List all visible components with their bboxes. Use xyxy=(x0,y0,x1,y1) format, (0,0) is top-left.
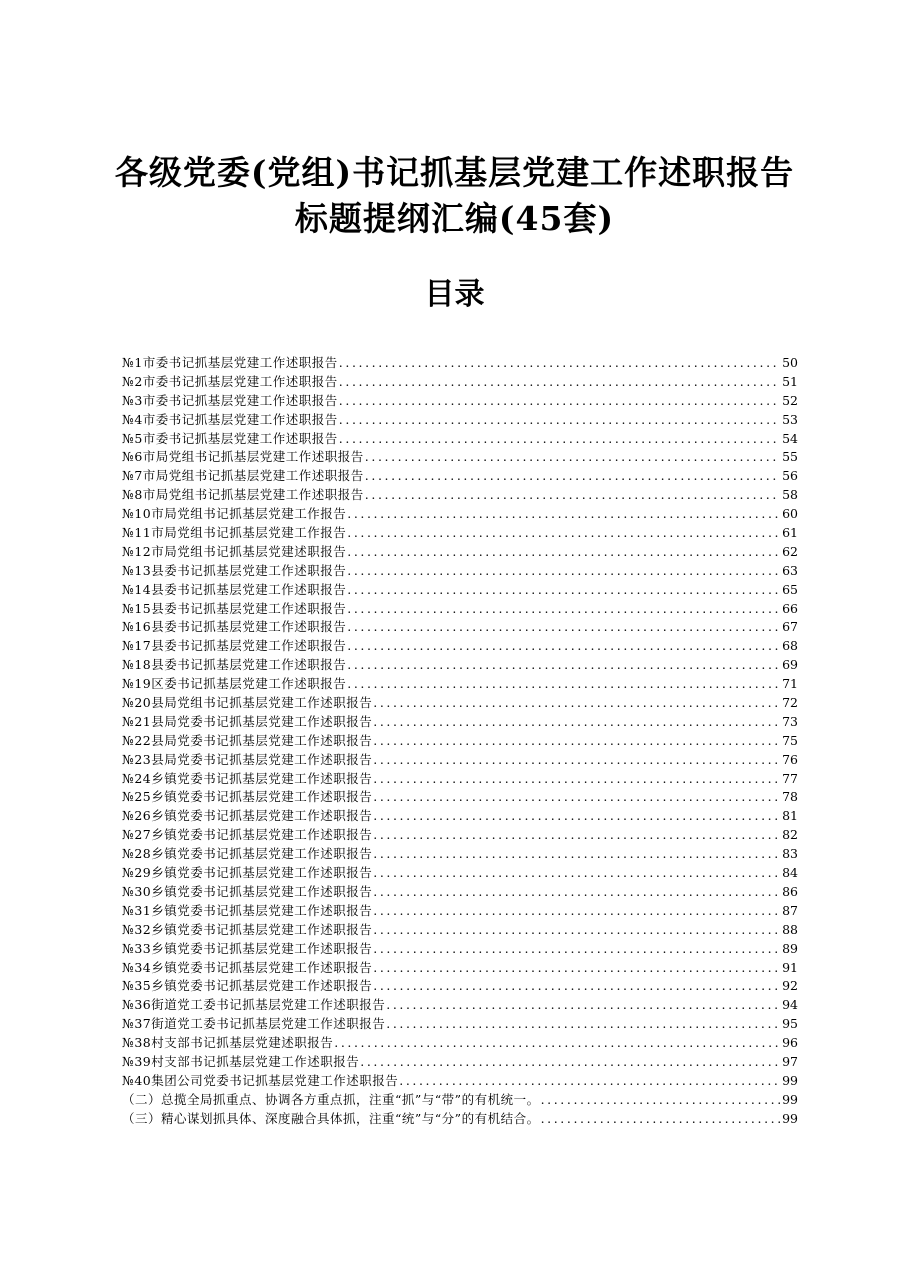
document-title-line-1: 各级党委(党组)书记抓基层党建工作述职报告 xyxy=(114,153,795,192)
toc-entry-page-number: 78 xyxy=(782,789,798,805)
toc-entry[interactable] xyxy=(122,618,798,637)
toc-entry-page-number: 54 xyxy=(782,430,798,446)
toc-leader-dots xyxy=(386,1015,780,1034)
toc-entry[interactable] xyxy=(122,713,798,732)
toc-entry-title: №10市局党组书记抓基层党建工作报告 xyxy=(122,506,347,522)
toc-entry-title: №38村支部书记抓基层党建述职报告 xyxy=(122,1035,334,1051)
toc-entry-title: №35乡镇党委书记抓基层党建工作述职报告 xyxy=(122,978,373,994)
toc-leader-dots xyxy=(339,430,780,449)
toc-entry[interactable] xyxy=(122,1015,798,1034)
toc-entry[interactable] xyxy=(122,354,798,373)
toc-leader-dots xyxy=(347,524,780,543)
toc-entry-page-number: 56 xyxy=(782,468,798,484)
toc-entry-title: №16县委书记抓基层党建工作述职报告 xyxy=(122,619,347,635)
toc-entry[interactable] xyxy=(122,996,798,1015)
toc-entry[interactable] xyxy=(122,637,798,656)
toc-entry-title: №13县委书记抓基层党建工作述职报告 xyxy=(122,562,347,578)
toc-leader-dots xyxy=(347,581,780,600)
toc-entry-page-number: 96 xyxy=(782,1035,798,1051)
toc-leader-dots xyxy=(373,694,780,713)
toc-entry-title: №27乡镇党委书记抓基层党建工作述职报告 xyxy=(122,827,373,843)
toc-entry-page-number: 86 xyxy=(782,883,798,899)
toc-entry[interactable] xyxy=(122,770,798,789)
toc-entry-page-number: 58 xyxy=(782,487,798,503)
toc-entry-page-number: 52 xyxy=(782,392,798,408)
toc-entry-title: №3市委书记抓基层党建工作述职报告 xyxy=(122,392,338,408)
toc-entry-page-number: 97 xyxy=(782,1053,798,1069)
toc-entry-title: №2市委书记抓基层党建工作述职报告 xyxy=(122,373,338,389)
toc-entry-page-number: 81 xyxy=(782,808,798,824)
toc-entry-page-number: 66 xyxy=(782,600,798,616)
toc-entry[interactable] xyxy=(122,940,798,959)
toc-entry-page-number: 91 xyxy=(782,959,798,975)
toc-entry-title: №18县委书记抓基层党建工作述职报告 xyxy=(122,657,347,673)
toc-entry-title: №20县局党组书记抓基层党建工作述职报告 xyxy=(122,695,373,711)
toc-leader-dots xyxy=(347,562,780,581)
toc-entry-title: №28乡镇党委书记抓基层党建工作述职报告 xyxy=(122,846,373,862)
toc-entry-title: （三）精心谋划抓具体、深度融合具体抓，注重“统”与“分”的有机结合。 xyxy=(122,1110,540,1126)
toc-leader-dots xyxy=(373,713,780,732)
toc-entry-title: №19区委书记抓基层党建工作述职报告 xyxy=(122,676,347,692)
toc-entry[interactable] xyxy=(122,505,798,524)
toc-leader-dots xyxy=(373,921,780,940)
toc-entry-title: №31乡镇党委书记抓基层党建工作述职报告 xyxy=(122,902,373,918)
toc-leader-dots xyxy=(373,940,780,959)
toc-entry[interactable] xyxy=(122,807,798,826)
toc-leader-dots xyxy=(373,902,780,921)
toc-entry[interactable] xyxy=(122,600,798,619)
toc-entry-page-number: 88 xyxy=(782,921,798,937)
toc-entry-title: №40集团公司党委书记抓基层党建工作述职报告 xyxy=(122,1072,399,1088)
toc-leader-dots xyxy=(373,883,780,902)
toc-entry[interactable] xyxy=(122,788,798,807)
toc-entry-title: №5市委书记抓基层党建工作述职报告 xyxy=(122,430,338,446)
toc-leader-dots xyxy=(399,1072,780,1091)
toc-entry-title: №1市委书记抓基层党建工作述职报告 xyxy=(122,355,338,370)
toc-entry[interactable] xyxy=(122,581,798,600)
toc-entry-page-number: 51 xyxy=(782,373,798,389)
toc-entry-title: №17县委书记抓基层党建工作述职报告 xyxy=(122,638,347,654)
toc-leader-dots xyxy=(347,600,780,619)
toc-entry-page-number: 83 xyxy=(782,846,798,862)
toc-entry[interactable] xyxy=(122,1053,798,1072)
toc-entry[interactable] xyxy=(122,1110,798,1129)
toc-leader-dots xyxy=(339,354,780,373)
toc-leader-dots xyxy=(386,996,780,1015)
toc-entry[interactable] xyxy=(122,1072,798,1091)
toc-leader-dots xyxy=(347,505,780,524)
toc-leader-dots xyxy=(347,637,780,656)
toc-entry-title: №14县委书记抓基层党建工作述职报告 xyxy=(122,581,347,597)
toc-heading: 目录 xyxy=(424,277,485,312)
toc-entry-page-number: 87 xyxy=(782,902,798,918)
toc-leader-dots xyxy=(347,543,780,562)
toc-entry-page-number: 55 xyxy=(782,449,798,465)
toc-entry-page-number: 92 xyxy=(782,978,798,994)
toc-entry[interactable] xyxy=(122,524,798,543)
toc-entry-title: №7市局党组书记抓基层党建工作述职报告 xyxy=(122,468,364,484)
toc-entry-title: №39村支部书记抓基层党建工作述职报告 xyxy=(122,1053,360,1069)
toc-entry-title: №29乡镇党委书记抓基层党建工作述职报告 xyxy=(122,865,373,881)
toc-leader-dots xyxy=(334,1034,780,1053)
toc-entry[interactable] xyxy=(122,977,798,996)
toc-entry-title: №15县委书记抓基层党建工作述职报告 xyxy=(122,600,347,616)
toc-entry[interactable] xyxy=(122,921,798,940)
toc-entry[interactable] xyxy=(122,486,798,505)
toc-entry[interactable] xyxy=(122,411,798,430)
toc-entry-title: （二）总揽全局抓重点、协调各方重点抓，注重“抓”与“带”的有机统一。 xyxy=(122,1091,540,1107)
toc-leader-dots xyxy=(347,656,780,675)
toc-entry[interactable] xyxy=(122,732,798,751)
toc-entry[interactable] xyxy=(122,751,798,770)
toc-entry-page-number: 62 xyxy=(782,543,798,559)
toc-entry-title: №22县局党委书记抓基层党建工作述职报告 xyxy=(122,732,373,748)
toc-leader-dots xyxy=(347,675,780,694)
toc-entry[interactable] xyxy=(122,845,798,864)
toc-entry-page-number: 99 xyxy=(782,1072,798,1088)
toc-leader-dots xyxy=(373,732,780,751)
toc-entry[interactable] xyxy=(122,656,798,675)
toc-entry-title: №30乡镇党委书记抓基层党建工作述职报告 xyxy=(122,883,373,899)
toc-leader-dots xyxy=(373,977,780,996)
toc-entry-page-number: 89 xyxy=(782,940,798,956)
toc-entry[interactable] xyxy=(122,1034,798,1053)
toc-leader-dots xyxy=(347,618,780,637)
toc-entry-title: №24乡镇党委书记抓基层党建工作述职报告 xyxy=(122,770,373,786)
toc-entry-page-number: 75 xyxy=(782,732,798,748)
toc-entry-title: №26乡镇党委书记抓基层党建工作述职报告 xyxy=(122,808,373,824)
toc-entry-page-number: 61 xyxy=(782,525,798,541)
toc-entry-page-number: 99 xyxy=(782,1110,798,1126)
toc-leader-dots xyxy=(365,467,780,486)
toc-entry-title: №6市局党组书记抓基层党建工作述职报告 xyxy=(122,449,364,465)
toc-entry-title: №36街道党工委书记抓基层党建工作述职报告 xyxy=(122,997,386,1013)
document-title-line-2: 标题提纲汇编(45套) xyxy=(294,199,615,238)
toc-entry[interactable] xyxy=(122,373,798,392)
toc-entry-page-number: 63 xyxy=(782,562,798,578)
toc-entry-title: №33乡镇党委书记抓基层党建工作述职报告 xyxy=(122,940,373,956)
toc-leader-dots xyxy=(339,411,780,430)
toc-entry-page-number: 76 xyxy=(782,751,798,767)
toc-entry-page-number: 99 xyxy=(782,1091,798,1107)
toc-entry-page-number: 82 xyxy=(782,827,798,843)
toc-leader-dots xyxy=(373,751,780,770)
toc-entry[interactable] xyxy=(122,675,798,694)
toc-entry-page-number: 71 xyxy=(782,676,798,692)
toc-entry-title: №4市委书记抓基层党建工作述职报告 xyxy=(122,411,338,427)
toc-entry[interactable] xyxy=(122,467,798,486)
toc-leader-dots xyxy=(373,826,780,845)
toc-entry[interactable] xyxy=(122,543,798,562)
toc-entry-page-number: 95 xyxy=(782,1016,798,1032)
toc-entry-page-number: 94 xyxy=(782,997,798,1013)
toc-entry[interactable] xyxy=(122,562,798,581)
toc-entry[interactable] xyxy=(122,959,798,978)
toc-leader-dots xyxy=(373,845,780,864)
toc-entry-page-number: 77 xyxy=(782,770,798,786)
toc-entry[interactable] xyxy=(122,826,798,845)
toc-leader-dots xyxy=(339,373,780,392)
toc-leader-dots xyxy=(360,1053,780,1072)
toc-leader-dots xyxy=(365,486,780,505)
toc-leader-dots xyxy=(373,770,780,789)
toc-entry[interactable] xyxy=(122,430,798,449)
toc-entry-title: №21县局党委书记抓基层党建工作述职报告 xyxy=(122,713,373,729)
toc-entry[interactable] xyxy=(122,392,798,411)
toc-entry-title: №8市局党组书记抓基层党建工作述职报告 xyxy=(122,487,364,503)
toc-entry-page-number: 73 xyxy=(782,713,798,729)
toc-leader-dots xyxy=(373,788,780,807)
toc-entry[interactable] xyxy=(122,883,798,902)
toc-entry-page-number: 50 xyxy=(782,355,798,370)
toc-entry-title: №25乡镇党委书记抓基层党建工作述职报告 xyxy=(122,789,373,805)
toc-entry-page-number: 68 xyxy=(782,638,798,654)
toc-entry-page-number: 53 xyxy=(782,411,798,427)
toc-entry[interactable] xyxy=(122,1091,798,1110)
toc-leader-dots xyxy=(339,392,780,411)
toc-entry-page-number: 65 xyxy=(782,581,798,597)
toc-entry-page-number: 67 xyxy=(782,619,798,635)
toc-entry-title: №37街道党工委书记抓基层党建工作述职报告 xyxy=(122,1016,386,1032)
toc-leader-dots xyxy=(373,864,780,883)
toc-entry[interactable] xyxy=(122,864,798,883)
table-of-contents xyxy=(122,354,798,1129)
toc-leader-dots xyxy=(541,1110,780,1129)
toc-leader-dots xyxy=(541,1091,780,1110)
toc-entry-title: №11市局党组书记抓基层党建工作报告 xyxy=(122,525,347,541)
toc-entry-title: №32乡镇党委书记抓基层党建工作述职报告 xyxy=(122,921,373,937)
toc-entry-title: №12市局党组书记抓基层党建述职报告 xyxy=(122,543,347,559)
toc-entry-page-number: 69 xyxy=(782,657,798,673)
toc-entry-page-number: 84 xyxy=(782,865,798,881)
toc-entry-page-number: 72 xyxy=(782,695,798,711)
toc-entry[interactable] xyxy=(122,448,798,467)
toc-entry-title: №34乡镇党委书记抓基层党建工作述职报告 xyxy=(122,959,373,975)
toc-entry[interactable] xyxy=(122,902,798,921)
toc-leader-dots xyxy=(365,448,780,467)
toc-entry[interactable] xyxy=(122,694,798,713)
toc-leader-dots xyxy=(373,807,780,826)
toc-entry-page-number: 60 xyxy=(782,506,798,522)
toc-entry-title: №23县局党委书记抓基层党建工作述职报告 xyxy=(122,751,373,767)
toc-leader-dots xyxy=(373,959,780,978)
document-title xyxy=(0,150,909,242)
